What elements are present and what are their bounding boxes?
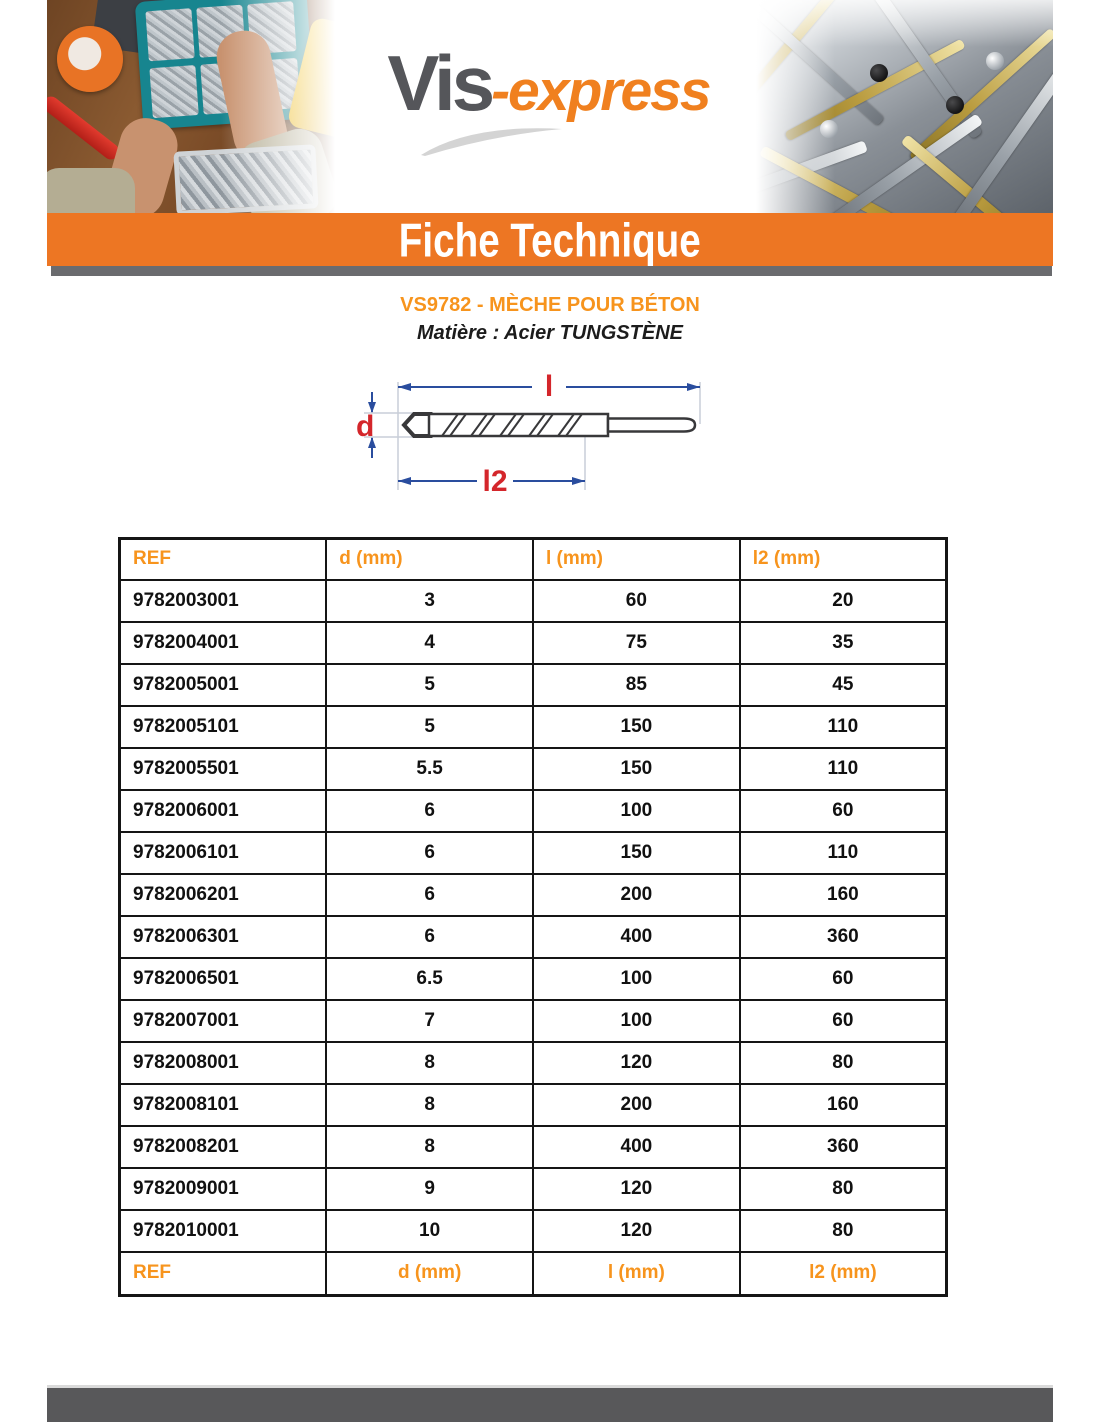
table-row: [120, 622, 947, 664]
value-cell: 6: [326, 832, 533, 874]
ref-cell: 9782005101: [120, 706, 327, 748]
value-cell: 60: [740, 958, 947, 1000]
table-row: [120, 1042, 947, 1084]
banner-title: Fiche Technique: [398, 212, 702, 267]
spec-table-body: [120, 580, 947, 1252]
header: [47, 0, 1053, 213]
dimension-label-l: l: [544, 370, 554, 403]
value-cell: 360: [740, 916, 947, 958]
header-row: [120, 539, 947, 580]
value-cell: 6.5: [326, 958, 533, 1000]
ref-cell: 9782006101: [120, 832, 327, 874]
footer-bar: [47, 1385, 1053, 1422]
table-row: [120, 1000, 947, 1042]
vis-express-logo: [347, 0, 750, 213]
value-cell: 110: [740, 706, 947, 748]
table-row: [120, 1168, 947, 1210]
value-cell: 5.5: [326, 748, 533, 790]
value-cell: 120: [533, 1168, 740, 1210]
value-cell: 120: [533, 1210, 740, 1252]
footer-row: [120, 1252, 947, 1296]
logo-text: [387, 39, 710, 127]
table-row: [120, 1126, 947, 1168]
ref-cell: 9782006001: [120, 790, 327, 832]
dimension-label-d: d: [356, 410, 375, 443]
value-cell: 60: [740, 790, 947, 832]
table-row: [120, 664, 947, 706]
value-cell: 6: [326, 874, 533, 916]
value-cell: 150: [533, 832, 740, 874]
value-cell: 6: [326, 916, 533, 958]
value-cell: 110: [740, 832, 947, 874]
value-cell: 5: [326, 664, 533, 706]
value-cell: 150: [533, 748, 740, 790]
value-cell: 200: [533, 1084, 740, 1126]
col-header-l: l (mm): [533, 539, 740, 580]
ref-cell: 9782010001: [120, 1210, 327, 1252]
photo-fade: [47, 0, 347, 213]
spec-table: [118, 537, 948, 1297]
value-cell: 6: [326, 790, 533, 832]
workbench-photo: [47, 0, 347, 213]
table-row: [120, 580, 947, 622]
table-row: [120, 958, 947, 1000]
value-cell: 100: [533, 958, 740, 1000]
value-cell: 8: [326, 1042, 533, 1084]
value-cell: 80: [740, 1168, 947, 1210]
value-cell: 8: [326, 1084, 533, 1126]
value-cell: 200: [533, 874, 740, 916]
col-header-ref: REF: [120, 539, 327, 580]
col-footer-ref: REF: [120, 1252, 327, 1296]
table-row: [120, 832, 947, 874]
banner: [47, 213, 1053, 266]
value-cell: 80: [740, 1210, 947, 1252]
logo-vis: Vis: [387, 39, 492, 127]
ref-cell: 9782006301: [120, 916, 327, 958]
logo-swoosh-icon: [416, 122, 566, 158]
photo-fade: [750, 0, 1053, 213]
value-cell: 360: [740, 1126, 947, 1168]
value-cell: 150: [533, 706, 740, 748]
col-header-l2: l2 (mm): [740, 539, 947, 580]
ref-cell: 9782004001: [120, 622, 327, 664]
ref-cell: 9782008201: [120, 1126, 327, 1168]
col-footer-l: l (mm): [533, 1252, 740, 1296]
product-material: Matière : Acier TUNGSTÈNE: [417, 322, 683, 344]
ref-cell: 9782008001: [120, 1042, 327, 1084]
spec-table-footer: [120, 1252, 947, 1296]
value-cell: 400: [533, 1126, 740, 1168]
ref-cell: 9782005501: [120, 748, 327, 790]
value-cell: 20: [740, 580, 947, 622]
table-row: [120, 706, 947, 748]
ref-cell: 9782007001: [120, 1000, 327, 1042]
divider-bar: [51, 266, 1052, 276]
spec-table-header: [120, 539, 947, 580]
table-row: [120, 1210, 947, 1252]
value-cell: 35: [740, 622, 947, 664]
value-cell: 9: [326, 1168, 533, 1210]
value-cell: 120: [533, 1042, 740, 1084]
value-cell: 110: [740, 748, 947, 790]
col-footer-d: d (mm): [326, 1252, 533, 1296]
ref-cell: 9782003001: [120, 580, 327, 622]
screws-photo: [750, 0, 1053, 213]
value-cell: 160: [740, 874, 947, 916]
col-footer-l2: l2 (mm): [740, 1252, 947, 1296]
ref-cell: 9782005001: [120, 664, 327, 706]
value-cell: 5: [326, 706, 533, 748]
value-cell: 60: [740, 1000, 947, 1042]
value-cell: 100: [533, 790, 740, 832]
value-cell: 160: [740, 1084, 947, 1126]
value-cell: 45: [740, 664, 947, 706]
ref-cell: 9782009001: [120, 1168, 327, 1210]
table-row: [120, 790, 947, 832]
value-cell: 75: [533, 622, 740, 664]
value-cell: 60: [533, 580, 740, 622]
ref-cell: 9782008101: [120, 1084, 327, 1126]
value-cell: 3: [326, 580, 533, 622]
drill-bit-diagram: [330, 358, 750, 508]
value-cell: 400: [533, 916, 740, 958]
logo-express: -express: [491, 59, 710, 123]
value-cell: 85: [533, 664, 740, 706]
ref-cell: 9782006201: [120, 874, 327, 916]
value-cell: 7: [326, 1000, 533, 1042]
table-row: [120, 916, 947, 958]
table-row: [120, 874, 947, 916]
product-title: VS9782 - MÈCHE POUR BÉTON: [400, 294, 700, 316]
col-header-d: d (mm): [326, 539, 533, 580]
ref-cell: 9782006501: [120, 958, 327, 1000]
value-cell: 100: [533, 1000, 740, 1042]
value-cell: 80: [740, 1042, 947, 1084]
value-cell: 4: [326, 622, 533, 664]
value-cell: 8: [326, 1126, 533, 1168]
dimension-label-l2: l2: [482, 465, 508, 498]
table-row: [120, 748, 947, 790]
table-row: [120, 1084, 947, 1126]
value-cell: 10: [326, 1210, 533, 1252]
